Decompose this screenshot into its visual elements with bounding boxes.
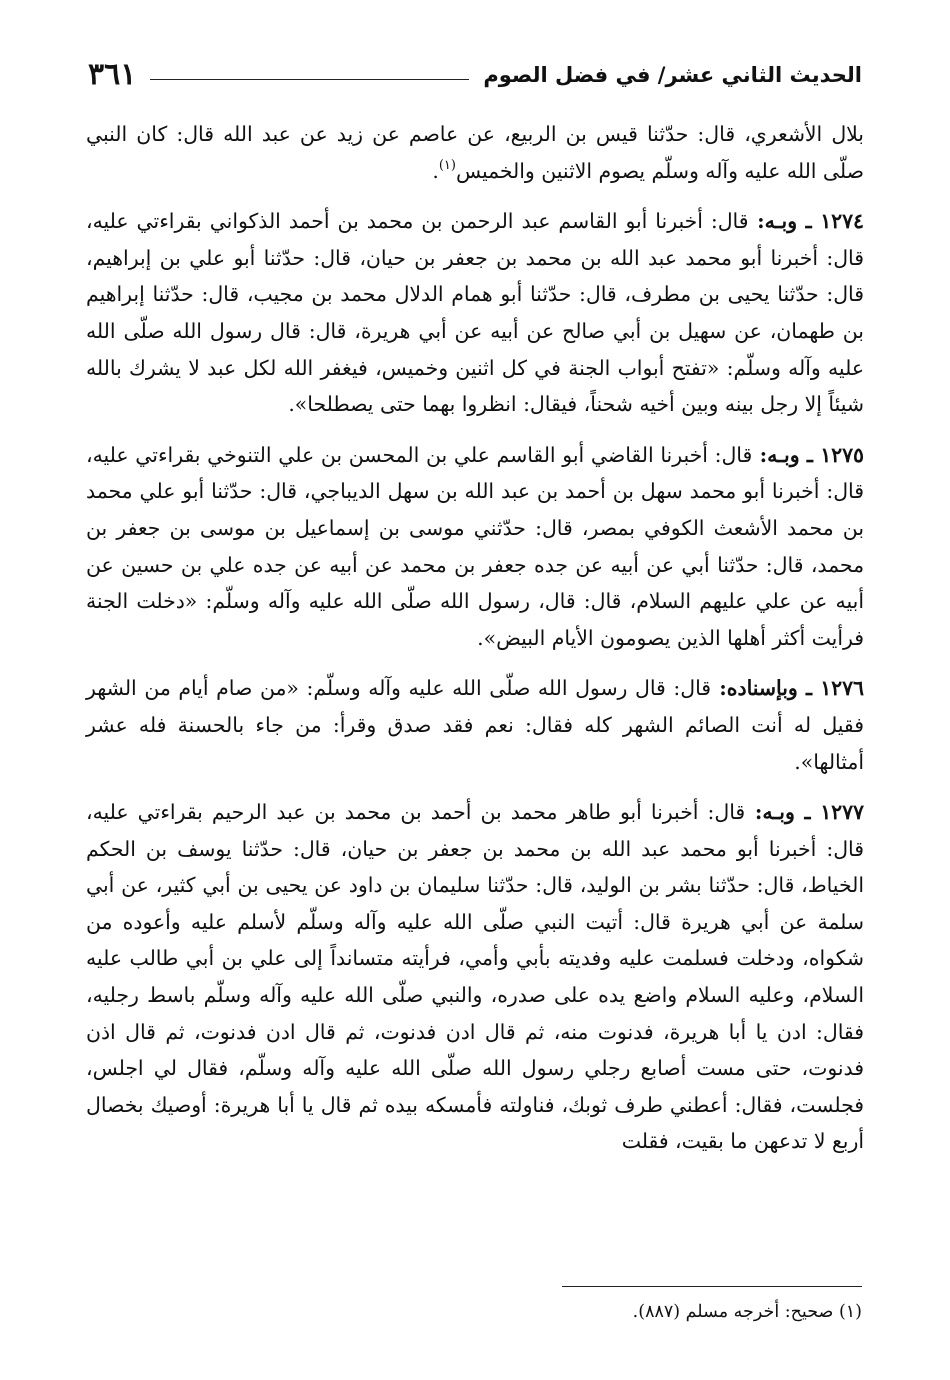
hadith-text: قال: قال رسول الله صلّى الله عليه وآله وسلّم: «من صام أيام من الشهر فقيل له أنت الصائم الشهر كله فقال: نعم فقد صدق وقرأ: من جاء بالحسنة فله عشر أمثالها». [86,676,864,774]
page-header [88,52,862,98]
running-title: الحديث الثاني عشر/ في فضل الصوم [483,62,862,87]
hadith-1276 [86,670,864,780]
hadith-1275 [86,437,864,657]
paragraph-continuation [86,116,864,189]
hadith-text: قال: أخبرنا أبو القاسم عبد الرحمن بن محمد بن أحمد الذكواني بقراءتي عليه، قال: أخبرنا أبو محمد عبد الله بن محمد بن جعفر بن حيان، قال: حدّثنا أبو علي بن إبراهيم، قال: حدّثنا يحيى بن مطرف، قال: حدّثنا أبو همام الدلال محمد بن مجيب، قال: حدّثنا إبراهيم بن طهمان، عن سهيل بن أبي صالح عن أبيه عن أبي هريرة، قال: قال رسول الله صلّى الله عليه وآله وسلّم: «تفتح أبواب الجنة في كل اثنين وخميس، فيغفر الله لكل عبد لا يشرك بالله شيئاً إلا رجل بينه وبين أخيه شحناً، فيقال: انظروا بهما حتى يصطلحا». [86,209,864,417]
hadith-1277 [86,794,864,1160]
hadith-text: قال: أخبرنا أبو طاهر محمد بن أحمد بن محمد بن عبد الرحيم بقراءتي عليه، قال: أخبرنا أبو محمد عبد الله بن محمد بن جعفر بن حيان، قال: حدّثنا يوسف بن الحكم الخياط، قال: حدّثنا بشر بن الوليد، قال: حدّثنا سليمان بن داود عن يحيى بن أبي كثير، عن أبي سلمة عن أبي هريرة قال: أتيت النبي صلّى الله عليه وآله وسلّم لأسلم عليه وأعوده من شكواه، ودخلت فسلمت عليه وفديته بأبي وأمي، فرأيته متسانداً إلى علي بن أبي طالب عليه السلام، وعليه السلام واضع يده على صدره، والنبي صلّى الله عليه وآله وسلّم باسط رجليه، فقال: ادن يا أبا هريرة، فدنوت منه، ثم قال ادن فدنوت، ثم قال ادن فدنوت، ثم قال اذن فدنوت، حتى مست أصابع رجلي رسول الله صلّى الله عليه وآله وسلّم، فقال لي اجلس، فجلست، فقال: أعطني طرف ثوبك، فناولته فأمسكه بيده ثم قال يا أبا هريرة: أوصيك بخصال أربع لا تدعهن ما بقيت، فقلت [86,800,864,1154]
page-number: ٣٦١ [88,57,137,92]
paragraph-tail: . [432,158,439,183]
hadith-lead: ـ وبـه: [748,209,821,234]
hadith-number: ١٢٧٧ [820,800,864,825]
header-rule [150,79,469,80]
main-text [86,116,864,1174]
hadith-lead: ـ وبإسناده: [711,676,821,701]
footnote-reference[interactable]: (١) [438,157,456,173]
footnote-marker: (١) [838,1302,862,1322]
footnote [633,1298,862,1326]
hadith-1274 [86,203,864,423]
hadith-text: قال: أخبرنا القاضي أبو القاسم علي بن المحسن بن علي التنوخي بقراءتي عليه، قال: أخبرنا أبو محمد سهل بن أحمد بن عبد الله بن سهل الديباجي، قال: حدّثنا أبو علي محمد بن محمد الأشعث الكوفي بمصر، قال: حدّثني موسى بن إسماعيل بن موسى بن جعفر بن محمد، قال: حدّثنا أبي عن أبيه عن جده جعفر بن محمد عن أبيه عن جده علي بن حسين عن أبيه عن علي عليهم السلام، قال: قال، رسول الله صلّى الله عليه وآله وسلّم: «دخلت الجنة فرأيت أكثر أهلها الذين يصومون الأيام البيض». [86,442,864,650]
hadith-number: ١٢٧٤ [820,209,865,234]
footnote-separator [562,1286,862,1287]
footnote-text: صحيح: أخرجه مسلم (٨٨٧). [632,1302,839,1322]
hadith-number: ١٢٧٦ [820,676,864,701]
hadith-lead: ـ وبـه: [752,442,821,467]
paragraph-text: بلال الأشعري، قال: حدّثنا قيس بن الربيع، عن عاصم عن زيد عن عبد الله قال: كان النبي صلّى الله عليه وآله وسلّم يصوم الاثنين والخميس [86,122,864,183]
hadith-number: ١٢٧٥ [820,442,864,467]
hadith-lead: ـ وبـه: [745,800,821,825]
